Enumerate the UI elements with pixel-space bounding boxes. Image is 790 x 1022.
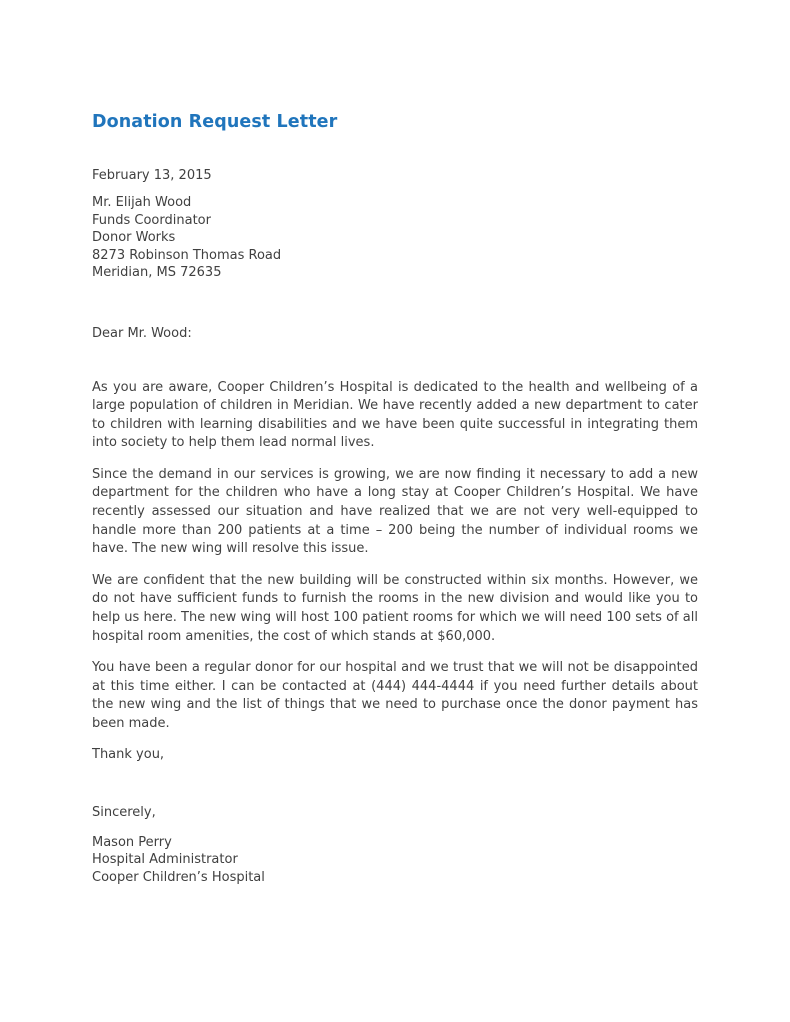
body-paragraph-3: We are confident that the new building will be constructed within six months. However, we do not have sufficient funds to furnish the rooms in the new division and would like you to help us here. The new wing will host 100 patient rooms for which we will need 100 sets of all hospital room amenities, the cost of which stands at $60,000. bbox=[92, 572, 698, 644]
letter-date: February 13, 2015 bbox=[92, 168, 212, 183]
recipient-organization: Donor Works bbox=[92, 230, 176, 245]
closing-line: Sincerely, bbox=[92, 804, 156, 820]
salutation: Dear Mr. Wood: bbox=[92, 325, 192, 341]
recipient-job-title: Funds Coordinator bbox=[92, 212, 211, 228]
signer-organization: Cooper Children’s Hospital bbox=[92, 869, 265, 885]
signer-name: Mason Perry bbox=[92, 834, 172, 850]
recipient-name: Mr. Elijah Wood bbox=[92, 195, 192, 210]
recipient-address-block bbox=[92, 194, 698, 282]
page-title: Donation Request Letter bbox=[92, 112, 338, 132]
signature-block bbox=[92, 834, 698, 887]
recipient-street: 8273 Robinson Thomas Road bbox=[92, 247, 282, 263]
body-paragraph-1: As you are aware, Cooper Children’s Hospital is dedicated to the health and wellbeing of a large population of children in Meridian. We have recently added a new department to cater to children with learning disabilities and we have been quite successful in integrating them into society to help them lead normal lives. bbox=[92, 379, 698, 451]
thank-you-line: Thank you, bbox=[92, 746, 165, 762]
signer-job-title: Hospital Administrator bbox=[92, 852, 238, 868]
body-paragraph-2: Since the demand in our services is growing, we are now finding it necessary to add a new department for the children who have a long stay at Cooper Children’s Hospital. We have recently assessed our situation and have realized that we are not very well-equipped to handle more than 200 patients at a time – 200 being the number of individual rooms we have. The new wing will resolve this issue. bbox=[92, 466, 698, 557]
body-paragraph-4: You have been a regular donor for our hospital and we trust that we will not be disappointed at this time either. I can be contacted at (444) 444-4444 if you need further details about the new wing and the list of things that we need to purchase once the donor payment has been made. bbox=[92, 660, 698, 731]
recipient-city-state-zip: Meridian, MS 72635 bbox=[92, 265, 222, 280]
